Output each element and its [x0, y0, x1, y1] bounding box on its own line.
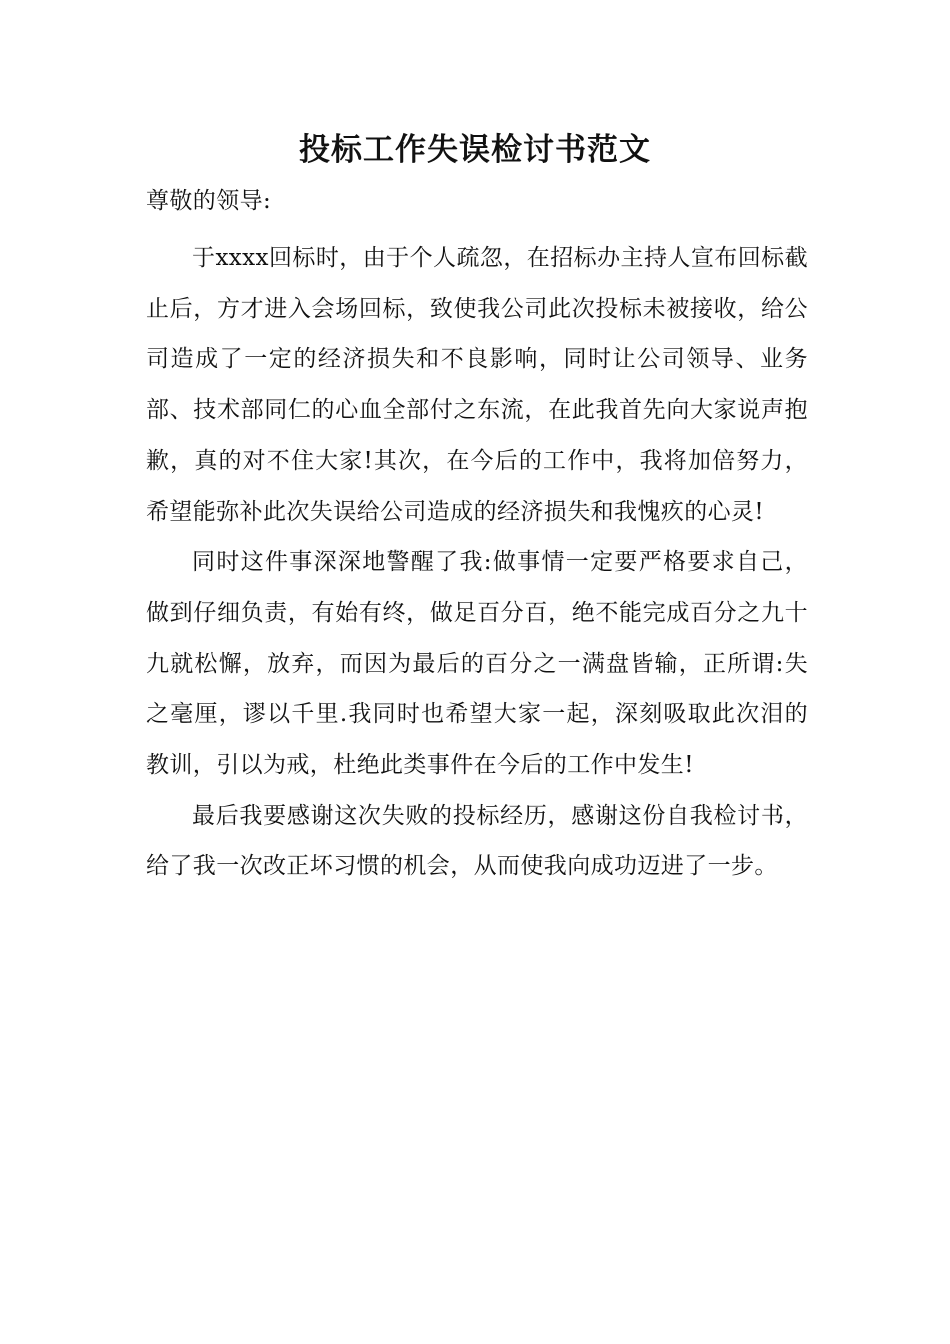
salutation: 尊敬的领导:	[146, 188, 272, 214]
document-title: 投标工作失误检讨书范文	[299, 132, 651, 168]
document-body	[146, 183, 808, 892]
paragraph-1: 于xxxx回标时，由于个人疏忽，在招标办主持人宣布回标截止后，方才进入会场回标，致使我公司此次投标未被接收，给公司造成了一定的经济损失和不良影响，同时让公司领导、业务部、技术部同仁的心血全部付之东流，在此我首先向大家说声抱歉，真的对不住大家!其次，在今后的工作中，我将加倍努力，希望能弥补此次失误给公司造成的经济损失和我愧疚的心灵!	[146, 245, 808, 525]
paragraph-2: 同时这件事深深地警醒了我:做事情一定要严格要求自己，做到仔细负责，有始有终，做足百分百，绝不能完成百分之九十九就松懈，放弃，而因为最后的百分之一满盘皆输，正所谓:失之毫厘，谬以千里.我同时也希望大家一起，深刻吸取此次泪的教训，引以为戒，杜绝此类事件在今后的工作中发生!	[146, 549, 808, 779]
paragraph-3: 最后我要感谢这次失败的投标经历，感谢这份自我检讨书，给了我一次改正坏习惯的机会，从而使我向成功迈进了一步。	[146, 802, 808, 880]
